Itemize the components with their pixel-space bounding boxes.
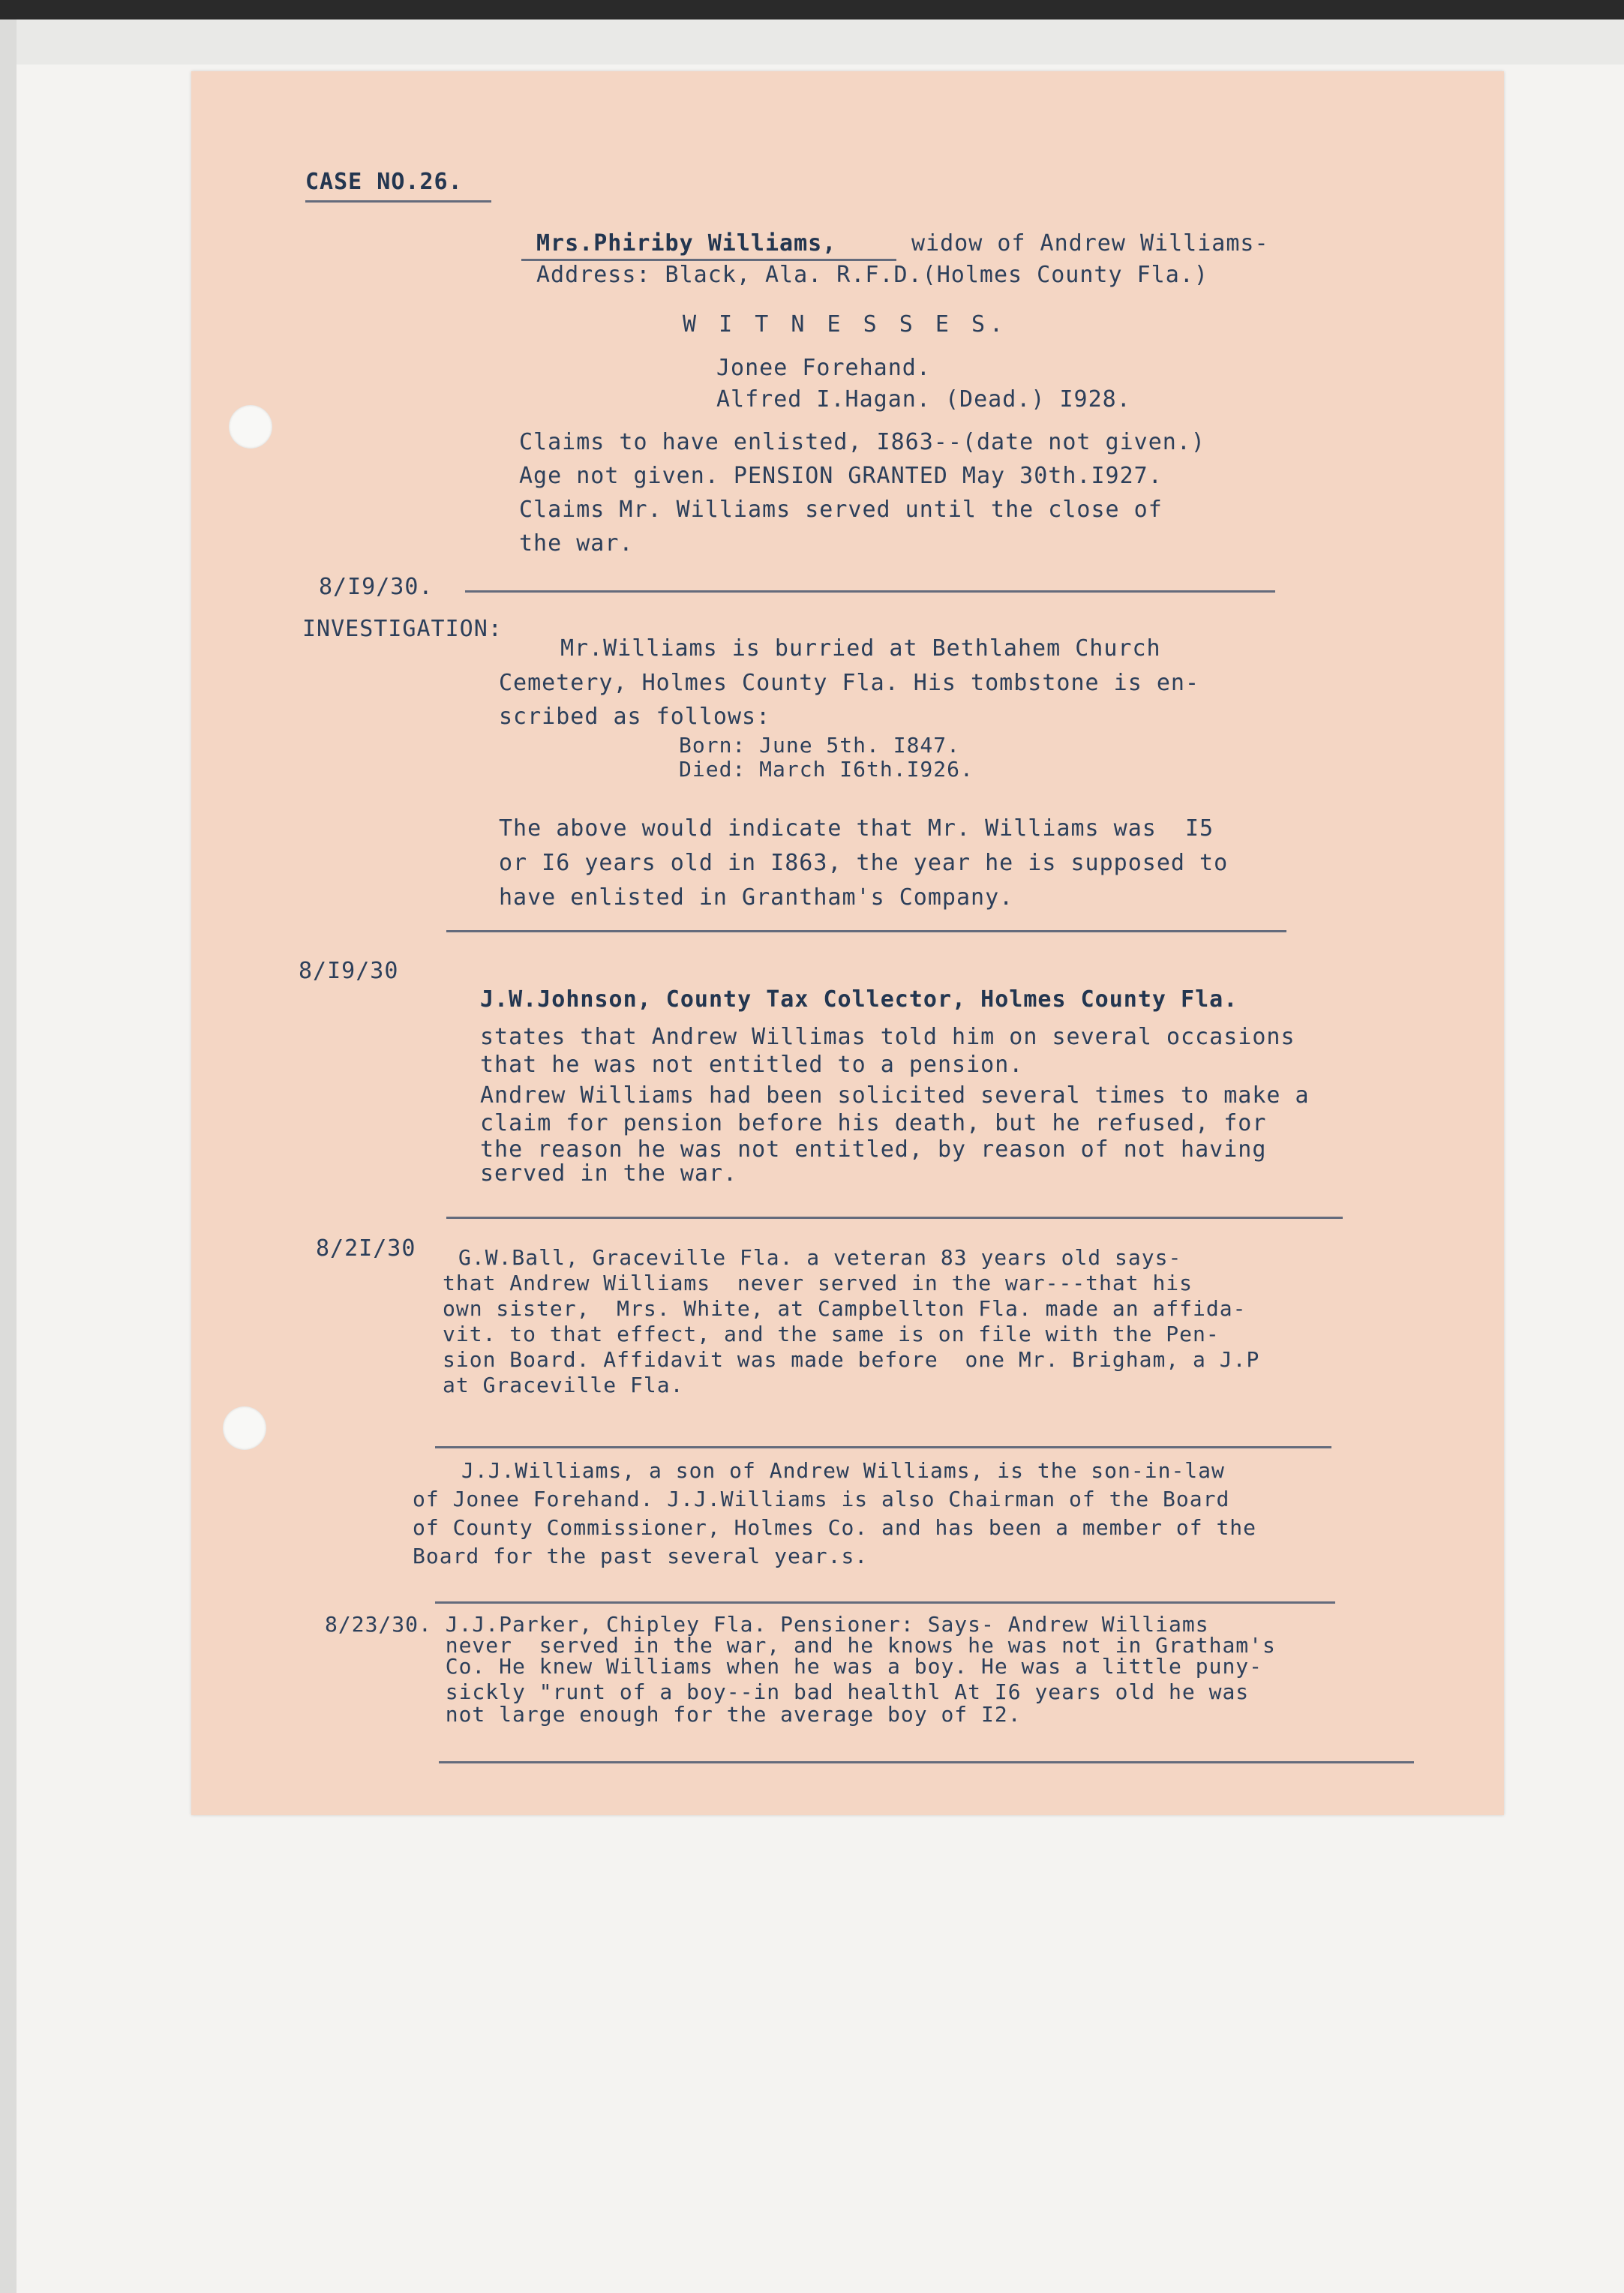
conclusion-line-2: or I6 years old in I863, the year he is supposed to: [499, 850, 1229, 876]
entry-4-line-2: never served in the war, and he knows he was not in Gratham's: [325, 1633, 1276, 1658]
entry-4-line-1: 8/23/30. J.J.Parker, Chipley Fla. Pensioner: Says- Andrew Williams: [325, 1612, 1209, 1637]
claim-line-4: the war.: [519, 530, 634, 557]
entry-3-rule: [435, 1601, 1335, 1604]
investigation-line-1: Mr.Williams is burried at Bethlahem Church: [560, 635, 1161, 662]
conclusion-line-1: The above would indicate that Mr. Williams was I5: [499, 815, 1214, 842]
scanner-top-margin: [0, 20, 1624, 65]
entry-1-line-2: states that Andrew Willimas told him on several occasions: [480, 1024, 1295, 1050]
entry-4-rule: [439, 1761, 1414, 1763]
widow-relation: widow of Andrew Williams-: [911, 230, 1269, 257]
entry-4-line-3: Co. He knew Williams when he was a boy. He was a little puny-: [325, 1654, 1263, 1679]
document-page: [191, 71, 1504, 1815]
witnesses-title: W I T N E S S E S.: [683, 311, 1008, 338]
witness-2: Alfred I.Hagan. (Dead.) I928.: [716, 386, 1131, 413]
entry-2-line-1: G.W.Ball, Graceville Fla. a veteran 83 years old says-: [458, 1245, 1182, 1270]
investigation-line-3: scribed as follows:: [499, 704, 771, 730]
entry-1-line-1: J.W.Johnson, County Tax Collector, Holmes County Fla.: [480, 986, 1238, 1013]
investigation-date: 8/I9/30.: [319, 574, 434, 600]
claim-line-2: Age not given. PENSION GRANTED May 30th.I927.: [519, 463, 1163, 489]
entry-2-line-6: at Graceville Fla.: [443, 1373, 684, 1397]
entry-3-line-3: of County Commissioner, Holmes Co. and has been a member of the: [413, 1515, 1257, 1540]
punch-hole-bottom: [223, 1406, 266, 1450]
entry-2-line-3: own sister, Mrs. White, at Campbellton Fla. made an affida-: [443, 1296, 1247, 1321]
witness-1: Jonee Forehand.: [716, 355, 931, 381]
entry-2-rule: [435, 1446, 1331, 1448]
entry-3-line-1: J.J.Williams, a son of Andrew Williams, is the son-in-law: [461, 1458, 1225, 1483]
entry-2-line-5: sion Board. Affidavit was made before one Mr. Brigham, a J.P: [443, 1347, 1260, 1372]
entry-3-line-4: Board for the past several year.s.: [413, 1544, 869, 1568]
entry-1-line-7: served in the war.: [480, 1160, 738, 1187]
tombstone-born: Born: June 5th. I847.: [679, 733, 961, 758]
investigation-end-rule: [446, 930, 1286, 932]
entry-2-line-4: vit. to that effect, and the same is on file with the Pen-: [443, 1322, 1220, 1346]
investigation-rule: [465, 590, 1275, 593]
tombstone-died: Died: March I6th.I926.: [679, 757, 974, 782]
entry-4-line-4: sickly "runt of a boy--in bad healthl At I6 years old he was: [325, 1679, 1250, 1704]
entry-1-line-4: Andrew Williams had been solicited several times to make a: [480, 1082, 1310, 1109]
entry-2-line-2: that Andrew Williams never served in the war---that his: [443, 1271, 1193, 1295]
scanner-top-edge: [0, 0, 1624, 20]
address-line: Address: Black, Ala. R.F.D.(Holmes County Fla.): [536, 262, 1208, 288]
entry-4-line-5: not large enough for the average boy of I2.: [325, 1702, 1022, 1727]
entry-1-rule: [446, 1217, 1343, 1219]
punch-hole-top: [229, 405, 272, 449]
entry-1-line-5: claim for pension before his death, but he refused, for: [480, 1110, 1267, 1136]
widow-name: Mrs.Phiriby Williams,: [536, 230, 837, 257]
case-number-underline: [305, 200, 491, 203]
entry-1-date: 8/I9/30: [299, 958, 399, 984]
investigation-label: INVESTIGATION:: [302, 616, 503, 642]
entry-1-line-6: the reason he was not entitled, by reason of not having: [480, 1136, 1267, 1163]
entry-3-line-2: of Jonee Forehand. J.J.Williams is also Chairman of the Board: [413, 1487, 1230, 1511]
claim-line-1: Claims to have enlisted, I863--(date not given.): [519, 429, 1205, 455]
entry-1-line-3: that he was not entitled to a pension.: [480, 1052, 1024, 1078]
case-number: CASE NO.26.: [305, 169, 463, 195]
claim-line-3: Claims Mr. Williams served until the close of: [519, 497, 1163, 523]
scanner-left-edge: [0, 20, 17, 2293]
conclusion-line-3: have enlisted in Grantham's Company.: [499, 884, 1014, 911]
entry-2-date: 8/2I/30: [316, 1235, 416, 1262]
investigation-line-2: Cemetery, Holmes County Fla. His tombstone is en-: [499, 670, 1200, 696]
